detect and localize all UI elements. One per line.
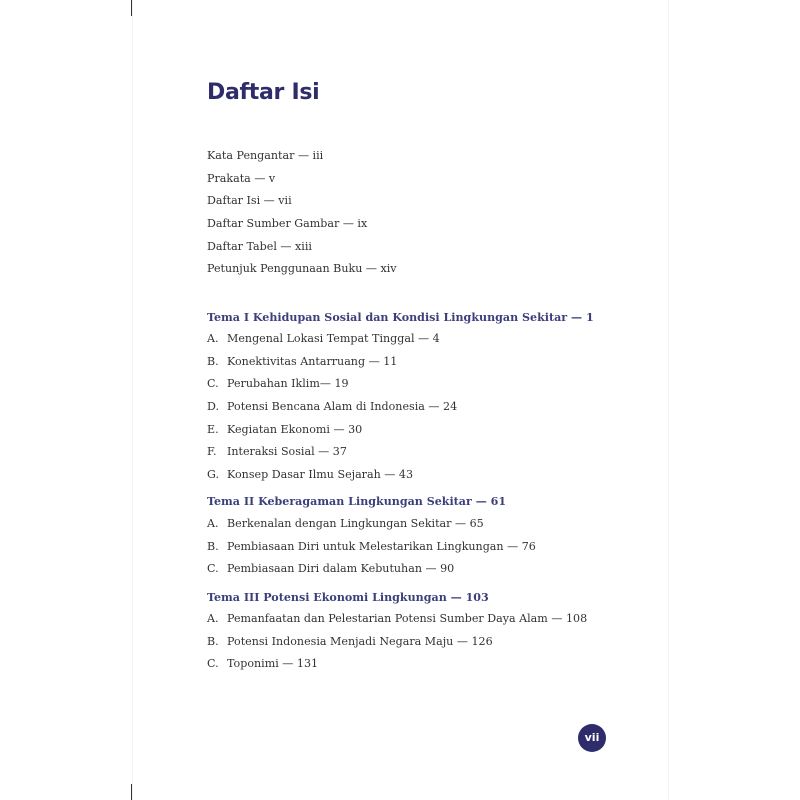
toc-entry-kata-pengantar[interactable]: Kata Pengantar — iii	[207, 149, 324, 162]
section-letter: F.	[207, 445, 217, 459]
section-letter: D.	[207, 400, 220, 414]
section-label: Pemanfaatan dan Pelestarian Potensi Sumber Daya Alam — 108	[227, 612, 588, 625]
section-label: Pembiasaan Diri untuk Melestarikan Lingkungan — 76	[227, 539, 536, 553]
front-matter-list	[207, 145, 397, 281]
section-label: Potensi Bencana Alam di Indonesia — 24	[227, 400, 458, 414]
page-number-badge: vii	[578, 724, 606, 752]
toc-entry-daftar-isi[interactable]: Daftar Isi — vii	[207, 194, 292, 208]
section-letter: C.	[207, 562, 219, 576]
section-letter: A.	[207, 517, 219, 530]
section-letter: C.	[207, 377, 219, 391]
section-label: Pembiasaan Diri dalam Kebutuhan — 90	[227, 562, 455, 576]
toc-section-item[interactable]	[207, 419, 457, 442]
section-letter: A.	[207, 332, 219, 345]
section-label: Berkenalan dengan Lingkungan Sekitar — 65	[227, 517, 484, 530]
toc-entry-daftar-tabel[interactable]: Daftar Tabel — xiii	[207, 239, 312, 253]
section-label: Perubahan Iklim— 19	[227, 377, 349, 391]
section-letter: E.	[207, 422, 219, 436]
toc-entry-petunjuk-penggunaan-buku[interactable]: Petunjuk Penggunaan Buku — xiv	[207, 262, 397, 276]
section-letter: C.	[207, 657, 219, 671]
toc-section-item[interactable]	[207, 558, 536, 581]
section-label: Konsep Dasar Ilmu Sejarah — 43	[227, 468, 414, 482]
section-letter: A.	[207, 612, 219, 625]
theme-1-heading[interactable]: Tema I Kehidupan Sosial dan Kondisi Lingkungan Sekitar — 1	[207, 311, 594, 324]
section-letter: B.	[207, 354, 219, 368]
theme-3-heading[interactable]: Tema III Potensi Ekonomi Lingkungan — 103	[207, 591, 489, 604]
section-label: Potensi Indonesia Menjadi Negara Maju — 126	[227, 634, 493, 648]
section-letter: G.	[207, 468, 219, 482]
toc-entry-daftar-sumber-gambar[interactable]: Daftar Sumber Gambar — ix	[207, 217, 368, 231]
theme-2-section-list	[207, 513, 536, 581]
section-label: Kegiatan Ekonomi — 30	[227, 422, 363, 436]
toc-section-item[interactable]	[207, 464, 457, 487]
section-label: Mengenal Lokasi Tempat Tinggal — 4	[227, 332, 440, 345]
section-label: Konektivitas Antarruang — 11	[227, 354, 398, 368]
section-label: Interaksi Sosial — 37	[227, 445, 347, 459]
page-title: Daftar Isi	[207, 80, 320, 105]
toc-section-item[interactable]	[207, 608, 587, 631]
toc-section-item[interactable]	[207, 328, 457, 351]
section-label: Toponimi — 131	[227, 657, 319, 671]
toc-section-item[interactable]	[207, 373, 457, 396]
toc-section-item[interactable]	[207, 653, 587, 676]
toc-section-item[interactable]	[207, 513, 536, 536]
toc-section-item[interactable]	[207, 631, 587, 654]
crop-mark-top-left	[131, 0, 132, 16]
crop-mark-bottom-left	[131, 784, 132, 800]
theme-3-section-list	[207, 608, 587, 676]
toc-section-item[interactable]	[207, 351, 457, 374]
toc-section-item[interactable]	[207, 536, 536, 559]
theme-2-heading[interactable]: Tema II Keberagaman Lingkungan Sekitar — 61	[207, 495, 507, 508]
toc-section-item[interactable]	[207, 441, 457, 464]
toc-entry-prakata[interactable]: Prakata — v	[207, 171, 276, 185]
theme-1-section-list	[207, 328, 457, 487]
toc-section-item[interactable]	[207, 396, 457, 419]
section-letter: B.	[207, 634, 219, 648]
section-letter: B.	[207, 539, 219, 553]
